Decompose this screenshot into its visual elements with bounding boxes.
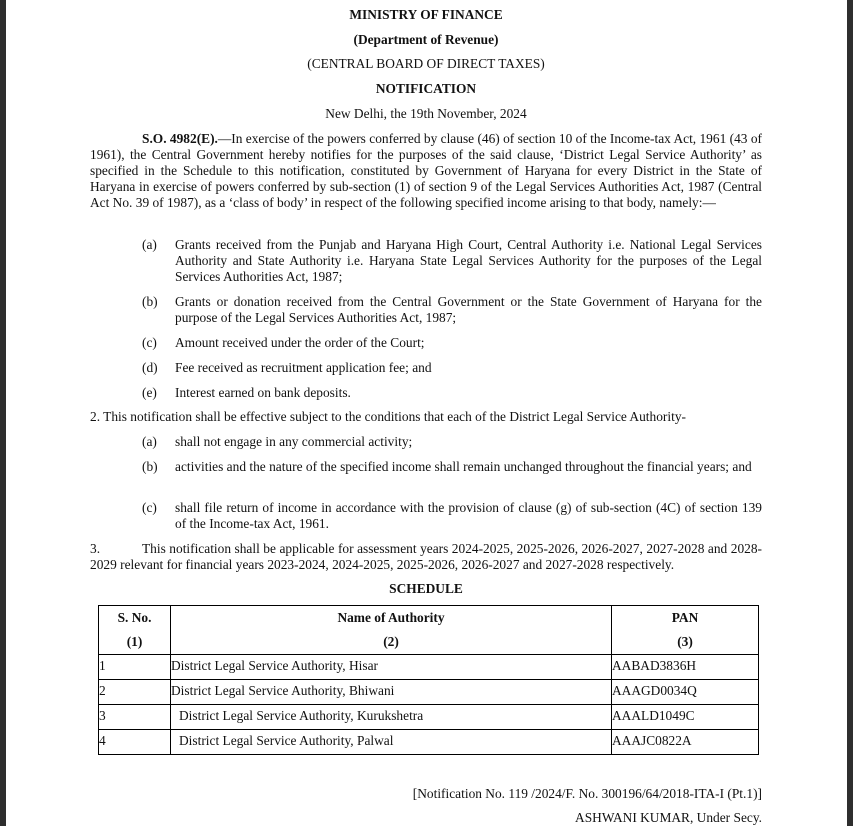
place-date: New Delhi, the 19th November, 2024 xyxy=(325,106,527,121)
item-label: (d) xyxy=(142,360,158,375)
intro-text: —In exercise of the powers conferred by clause (46) of section 10 of the Income-tax Act, 1961 (43 of 1961), the Central Government hereby notifies for the purposes of the said clause, ‘District Legal Service Authority’ as specified in the Schedule to this notification, constituted by Government of Haryana for every District in the State of Haryana in exercise of powers conferred by sub-section (1) of section 9 of the Legal Services Authorities Act, 1987 (Central Act No. 39 of 1987), as a ‘class of body’ in respect of the following specified income arising to that body, namely:— xyxy=(90,131,762,210)
item-label: (a) xyxy=(142,237,157,252)
item-label: (c) xyxy=(142,335,157,350)
pan-number: AABAD3836H xyxy=(612,655,759,680)
table-row xyxy=(99,705,759,730)
condition-item xyxy=(142,434,762,450)
income-item xyxy=(142,360,762,376)
pan-number: AAAJC0822A xyxy=(612,730,759,755)
item-text: shall not engage in any commercial activity; xyxy=(175,434,413,449)
notification-reference: [Notification No. 119 /2024/F. No. 300196/64/2018-ITA-I (Pt.1)] xyxy=(412,786,762,801)
table-row xyxy=(99,730,759,755)
income-item xyxy=(142,294,762,326)
serial-number: 1 xyxy=(99,655,171,680)
schedule-table xyxy=(98,605,759,755)
item-label: (b) xyxy=(142,459,158,474)
so-number: S.O. 4982(E). xyxy=(142,131,218,146)
table-row xyxy=(99,655,759,680)
income-item xyxy=(142,385,762,401)
authority-name: District Legal Service Authority, Kurukshetra xyxy=(171,705,612,730)
schedule-title: SCHEDULE xyxy=(389,581,463,596)
item-text: Interest earned on bank deposits. xyxy=(175,385,351,400)
authority-name: District Legal Service Authority, Palwal xyxy=(171,730,612,755)
column-header: PAN (3) xyxy=(612,606,759,655)
item-text: Grants received from the Punjab and Haryana High Court, Central Authority i.e. National Legal Services Authority and State Authority i.e. Haryana State Legal Services Authority for the purposes of the Legal Services Authorities Act, 1987; xyxy=(175,237,762,284)
income-item xyxy=(142,335,762,351)
item-text: Grants or donation received from the Central Government or the State Government of Haryana for the purpose of the Legal Services Authorities Act, 1987; xyxy=(175,294,762,325)
board-heading: (CENTRAL BOARD OF DIRECT TAXES) xyxy=(307,56,545,71)
table-row xyxy=(99,680,759,705)
paragraph-3-text: This notification shall be applicable for assessment years 2024-2025, 2025-2026, 2026-2027, 2027-2028 and 2028-2029 relevant for financial years 2023-2024, 2024-2025, 2025-2026, 2026-2027 and 2027-2028 respectively. xyxy=(90,541,762,572)
income-item xyxy=(142,237,762,285)
item-text: Amount received under the order of the Court; xyxy=(175,335,425,350)
notification-title: NOTIFICATION xyxy=(375,81,477,96)
item-text: shall file return of income in accordance with the provision of clause (g) of sub-section (4C) of section 139 of the Income-tax Act, 1961. xyxy=(175,500,762,531)
item-text: Fee received as recruitment application fee; and xyxy=(175,360,432,375)
serial-number: 2 xyxy=(99,680,171,705)
pan-number: AAAGD0034Q xyxy=(612,680,759,705)
pan-number: AAALD1049C xyxy=(612,705,759,730)
paragraph-number: 3. xyxy=(90,541,101,556)
viewer-right-edge xyxy=(847,0,853,826)
authority-name: District Legal Service Authority, Bhiwani xyxy=(171,680,612,705)
item-label: (b) xyxy=(142,294,158,309)
item-label: (c) xyxy=(142,500,157,515)
serial-number: 4 xyxy=(99,730,171,755)
authority-name: District Legal Service Authority, Hisar xyxy=(171,655,612,680)
ministry-heading: MINISTRY OF FINANCE xyxy=(349,7,503,22)
column-header: Name of Authority (2) xyxy=(171,606,612,655)
table-header-row xyxy=(99,606,759,655)
item-text: activities and the nature of the specified income shall remain unchanged throughout the financial years; and xyxy=(175,459,752,474)
paragraph-2: 2. This notification shall be effective subject to the conditions that each of the District Legal Service Authority- xyxy=(90,409,686,424)
paragraph-3 xyxy=(90,541,762,573)
column-header: S. No. (1) xyxy=(99,606,171,655)
serial-number: 3 xyxy=(99,705,171,730)
condition-item xyxy=(142,459,762,475)
intro-paragraph xyxy=(90,131,762,211)
signatory: ASHWANI KUMAR, Under Secy. xyxy=(575,810,762,825)
item-label: (a) xyxy=(142,434,157,449)
department-heading: (Department of Revenue) xyxy=(353,32,499,47)
viewer-left-edge xyxy=(0,0,6,826)
item-label: (e) xyxy=(142,385,157,400)
condition-item xyxy=(142,500,762,532)
